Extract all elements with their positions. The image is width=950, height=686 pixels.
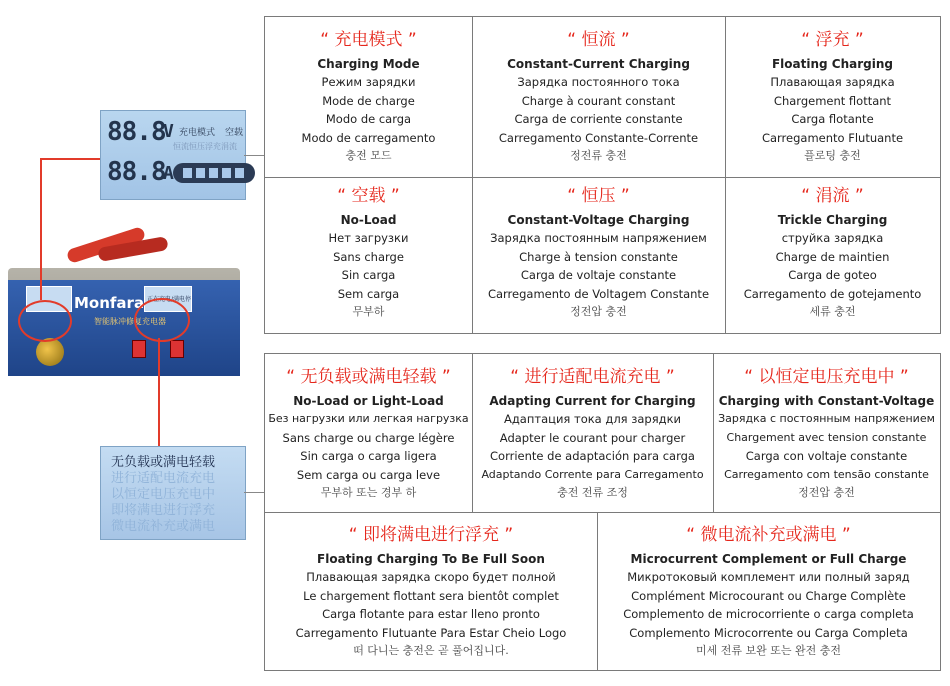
battery-level-icon bbox=[173, 163, 255, 183]
mode-cell-constant-voltage bbox=[472, 185, 725, 322]
highlight-ring-left bbox=[18, 300, 72, 342]
status-cell-no-load bbox=[265, 366, 472, 503]
cell-line: Carga de goteo bbox=[788, 268, 877, 282]
cell-line: Complément Microcourant ou Charge Complète bbox=[631, 588, 906, 603]
connector-line bbox=[158, 338, 160, 446]
cell-korean: 정전압 충전 bbox=[570, 305, 627, 318]
mode-cell-floating bbox=[725, 29, 940, 166]
lcd-status-line: 无负载或满电轻载 bbox=[111, 455, 216, 470]
cell-english: Floating Charging bbox=[771, 57, 893, 71]
cell-english: Trickle Charging bbox=[777, 213, 888, 227]
cell-line: Complemento Microcorrente ou Carga Completa bbox=[629, 625, 908, 640]
status-cell-floating-soon bbox=[265, 524, 597, 661]
cell-line: Carga de voltaje constante bbox=[520, 268, 677, 282]
cell-line: Carga flotante para estar lleno pronto bbox=[322, 607, 540, 621]
cell-line: Плавающая зарядка скоро будет полной bbox=[306, 570, 556, 584]
cell-line: Зарядка постоянного тока bbox=[517, 75, 680, 89]
cell-line: Carregamento com tensão constante bbox=[724, 467, 929, 481]
mode-switch bbox=[170, 340, 184, 358]
cell-line: Adaptando Corrente para Carregamento bbox=[481, 467, 704, 481]
highlight-ring-right bbox=[134, 298, 190, 342]
brand-logo: Monfara bbox=[74, 294, 145, 312]
cell-title: “ 以恒定电压充电中 ” bbox=[744, 367, 909, 387]
cell-line: Без нагрузки или легкая нагрузка bbox=[268, 412, 469, 425]
cell-line: Sans charge bbox=[333, 249, 404, 264]
cell-line: Sin carga o carga ligera bbox=[300, 449, 437, 463]
cell-line: Carregamento de Voltagem Constante bbox=[487, 286, 710, 301]
current-unit: A bbox=[163, 163, 173, 184]
cell-line: Carga flotante bbox=[791, 112, 874, 126]
cell-title: “ 涓流 ” bbox=[801, 186, 864, 206]
cell-line: Sin carga bbox=[341, 268, 396, 282]
cell-korean: 무부하 또는 경부 하 bbox=[320, 486, 417, 499]
cell-line: Adapter le courant pour charger bbox=[499, 430, 686, 445]
cell-title: “ 无负载或满电轻载 ” bbox=[286, 367, 451, 387]
cell-line: Carga con voltaje constante bbox=[745, 449, 908, 463]
cell-title: “ 微电流补充或满电 ” bbox=[686, 525, 851, 545]
status-cell-constant-voltage bbox=[713, 366, 940, 503]
cell-line: Complemento de microcorriente o carga completa bbox=[623, 607, 914, 621]
current-readout: 88.8 bbox=[107, 157, 166, 187]
cell-english: Constant-Voltage Charging bbox=[507, 213, 690, 227]
cell-korean: 충전 전류 조정 bbox=[557, 486, 628, 499]
cell-line: Плавающая зарядка bbox=[770, 75, 895, 89]
cell-english: Constant-Current Charging bbox=[507, 57, 690, 71]
cell-line: Sem carga ou carga leve bbox=[296, 467, 441, 482]
voltage-readout: 88.8 bbox=[107, 117, 166, 147]
cell-line: Carregamento de gotejamento bbox=[743, 286, 922, 301]
cell-korean: 세류 충전 bbox=[809, 305, 856, 318]
adjustment-knob bbox=[36, 338, 64, 366]
bottom-status-table bbox=[264, 353, 941, 671]
lcd-display-closeup bbox=[100, 110, 246, 200]
cell-korean: 떠 다니는 충전은 곧 풀어집니다. bbox=[353, 644, 509, 657]
cell-line: Carga de corriente constante bbox=[514, 112, 683, 126]
lcd-label-no-load: 空载 bbox=[225, 128, 244, 138]
lcd-status-closeup bbox=[100, 446, 246, 540]
cell-english: No-Load bbox=[340, 213, 397, 227]
cell-line: Modo de carregamento bbox=[301, 130, 436, 145]
cell-english: Adapting Current for Charging bbox=[489, 394, 696, 408]
lcd-ghost-line: 进行适配电流充电 bbox=[111, 471, 216, 486]
mode-cell-constant-current bbox=[472, 29, 725, 166]
mode-cell-no-load bbox=[265, 185, 472, 322]
cell-korean: 미세 전류 보완 또는 완전 충전 bbox=[696, 644, 841, 657]
voltage-unit: V bbox=[163, 121, 173, 142]
connector-line bbox=[244, 492, 264, 493]
cell-line: Зарядка с постоянным напряжением bbox=[718, 412, 935, 425]
lcd-label-mode: 充电模式 bbox=[179, 128, 216, 138]
lcd-ghost-line: 微电流补充或满电 bbox=[111, 519, 216, 534]
cell-line: Зарядка постоянным напряжением bbox=[490, 231, 707, 245]
cell-line: Chargement avec tension constante bbox=[726, 430, 927, 444]
cell-title: “ 空载 ” bbox=[337, 186, 400, 206]
cell-line: Нет загрузки bbox=[328, 231, 409, 245]
cell-line: струйка зарядка bbox=[781, 231, 884, 245]
device-screen-text: 正在充电/满电停 bbox=[147, 296, 192, 303]
cell-english: Floating Charging To Be Full Soon bbox=[317, 552, 545, 566]
cell-korean: 정전압 충전 bbox=[798, 486, 855, 499]
cell-line: Mode de charge bbox=[322, 93, 415, 108]
top-mode-table bbox=[264, 16, 941, 334]
cell-line: Charge de maintien bbox=[775, 249, 890, 264]
cell-line: Sem carga bbox=[337, 286, 400, 301]
connector-line bbox=[40, 158, 100, 160]
connector-line bbox=[40, 158, 42, 300]
cell-line: Chargement flottant bbox=[773, 93, 892, 108]
cell-line: Адаптация тока для зарядки bbox=[503, 412, 681, 426]
cell-line: Режим зарядки bbox=[321, 75, 416, 89]
cell-korean: 정전류 충전 bbox=[570, 149, 627, 162]
cell-title: “ 即将满电进行浮充 ” bbox=[348, 525, 514, 545]
connector-line bbox=[244, 155, 264, 156]
mode-cell-trickle bbox=[725, 185, 940, 322]
cell-title: “ 浮充 ” bbox=[801, 30, 864, 50]
cell-line: Modo de carga bbox=[325, 112, 412, 126]
cell-title: “ 进行适配电流充电 ” bbox=[510, 367, 675, 387]
cell-line: Sans charge ou charge légère bbox=[282, 430, 455, 445]
lcd-ghost-line: 以恒定电压充电中 bbox=[111, 487, 216, 502]
cell-line: Corriente de adaptación para carga bbox=[490, 449, 695, 463]
cell-english: Microcurrent Complement or Full Charge bbox=[630, 552, 907, 566]
power-switch bbox=[132, 340, 146, 358]
cell-line: Carregamento Constante-Corrente bbox=[498, 130, 699, 145]
cell-title: “ 恒压 ” bbox=[567, 186, 630, 206]
cell-line: Charge à tension constante bbox=[519, 249, 678, 264]
lcd-label-modes-row: 恒流恒压浮充涓流 bbox=[173, 142, 237, 151]
cell-korean: 충전 모드 bbox=[345, 149, 392, 162]
cell-line: Микротоковый комплемент или полный заряд bbox=[627, 570, 910, 584]
cell-korean: 플로팅 충전 bbox=[804, 149, 861, 162]
cell-line: Charge à courant constant bbox=[521, 93, 676, 108]
cell-title: “ 充电模式 ” bbox=[320, 30, 417, 50]
cell-title: “ 恒流 ” bbox=[567, 30, 630, 50]
cell-english: Charging Mode bbox=[317, 57, 420, 71]
brand-subtitle: 智能脉冲修复充电器 bbox=[94, 317, 166, 326]
lcd-ghost-line: 即将满电进行浮充 bbox=[111, 503, 216, 518]
status-cell-adapting-current bbox=[472, 366, 713, 503]
cell-korean: 무부하 bbox=[352, 305, 385, 318]
status-cell-microcurrent bbox=[597, 524, 940, 661]
cell-line: Le chargement flottant sera bientôt complet bbox=[303, 588, 559, 603]
mode-cell-charging-mode bbox=[265, 29, 472, 166]
cell-english: No-Load or Light-Load bbox=[293, 394, 444, 408]
cell-line: Carregamento Flutuante Para Estar Cheio Logo bbox=[295, 625, 567, 640]
cell-line: Carregamento Flutuante bbox=[761, 130, 904, 145]
cell-english: Charging with Constant-Voltage bbox=[718, 394, 935, 408]
